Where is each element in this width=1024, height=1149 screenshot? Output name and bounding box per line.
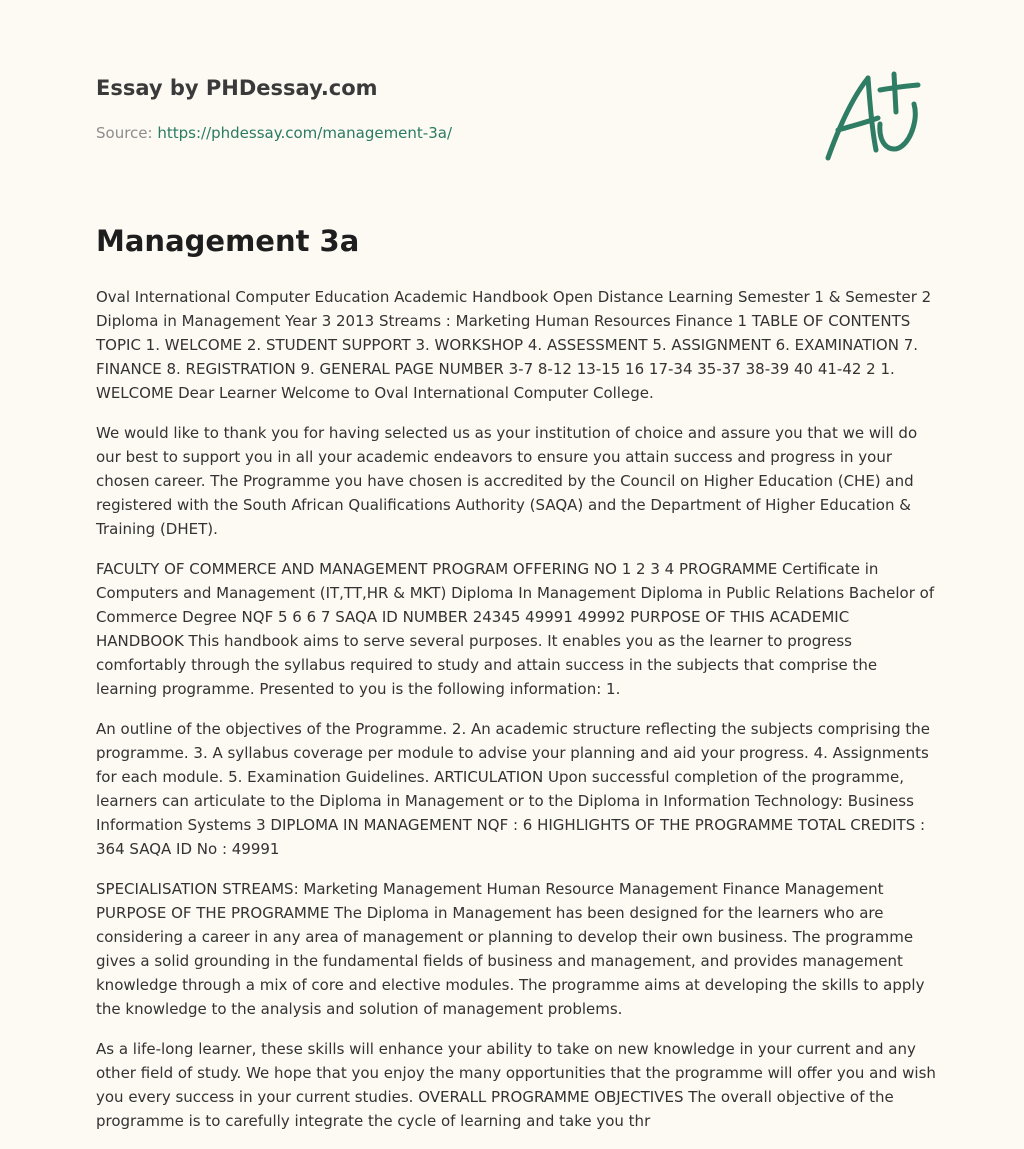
essay-paragraph: SPECIALISATION STREAMS: Marketing Management Human Resource Management Finance Management PURPOSE OF THE PROGRAMME The Diploma in Management has been designed for the learners who are considering a career in any area of management or planning to develop their own business. The programme gives a solid grounding in the fundamental fields of business and management, and provides management knowledge through a mix of core and elective modules. The programme aims at developing the skills to apply the knowledge to the analysis and solution of management problems. xyxy=(96,880,925,1018)
essay-paragraph: We would like to thank you for having selected us as your institution of choice and assure you that we will do our best to support you in all your academic endeavors to ensure you attain success and progress in your chosen career. The Programme you have chosen is accredited by the Council on Higher Education (CHE) and registered with the South African Qualifications Authority (SAQA) and the Department of Higher Education & Training (DHET). xyxy=(96,424,918,538)
essay-paragraph: FACULTY OF COMMERCE AND MANAGEMENT PROGRAM OFFERING NO 1 2 3 4 PROGRAMME Certificate in Computers and Management (IT,TT,HR & MKT) Diploma In Management Diploma in Public Relations Bachelor of Commerce Degree NQF 5 6 6 7 SAQA ID NUMBER 24345 49991 49992 PURPOSE OF THIS ACADEMIC HANDBOOK This handbook aims to serve several purposes. It enables you as the learner to progress comfortably through the syllabus required to study and attain success in the subjects that comprise the learning programme. Presented to you is the following information: 1. xyxy=(96,560,935,698)
brand-title: Essay by PHDessay.com xyxy=(96,76,378,100)
source-label: Source: xyxy=(96,124,153,142)
essay-body xyxy=(96,285,936,1149)
essay-paragraph: Oval International Computer Education Academic Handbook Open Distance Learning Semester 1 & Semester 2 Diploma in Management Year 3 2013 Streams : Marketing Human Resources Finance 1 TABLE OF CONTENTS TOPIC 1. WELCOME 2. STUDENT SUPPORT 3. WORKSHOP 4. ASSESSMENT 5. ASSIGNMENT 6. EXAMINATION 7. FINANCE 8. REGISTRATION 9. GENERAL PAGE NUMBER 3-7 8-12 13-15 16 17-34 35-37 38-39 40 41-42 2 1. WELCOME Dear Learner Welcome to Oval International Computer College. xyxy=(96,288,932,402)
source-link[interactable]: https://phdessay.com/management-3a/ xyxy=(157,124,453,142)
essay-paragraph: As a life-long learner, these skills will enhance your ability to take on new knowledge in your current and any other field of study. We hope that you enjoy the many opportunities that the programme will offer you and wish you every success in your current studies. OVERALL PROGRAMME OBJECTIVES The overall objective of the programme is to carefully integrate the cycle of learning and take you thr xyxy=(96,1040,936,1130)
essay-title: Management 3a xyxy=(96,224,360,258)
essay-paragraph: An outline of the objectives of the Programme. 2. An academic structure reflecting the subjects comprising the programme. 3. A syllabus coverage per module to advise your planning and aid your progress. 4. Assignments for each module. 5. Examination Guidelines. ARTICULATION Upon successful completion of the programme, learners can articulate to the Diploma in Management or to the Diploma in Information Technology: Business Information Systems 3 DIPLOMA IN MANAGEMENT NQF : 6 HIGHLIGHTS OF THE PROGRAMME TOTAL CREDITS : 364 SAQA ID No : 49991 xyxy=(96,720,930,858)
a-plus-grade-icon xyxy=(822,68,926,164)
source-line xyxy=(96,124,452,142)
